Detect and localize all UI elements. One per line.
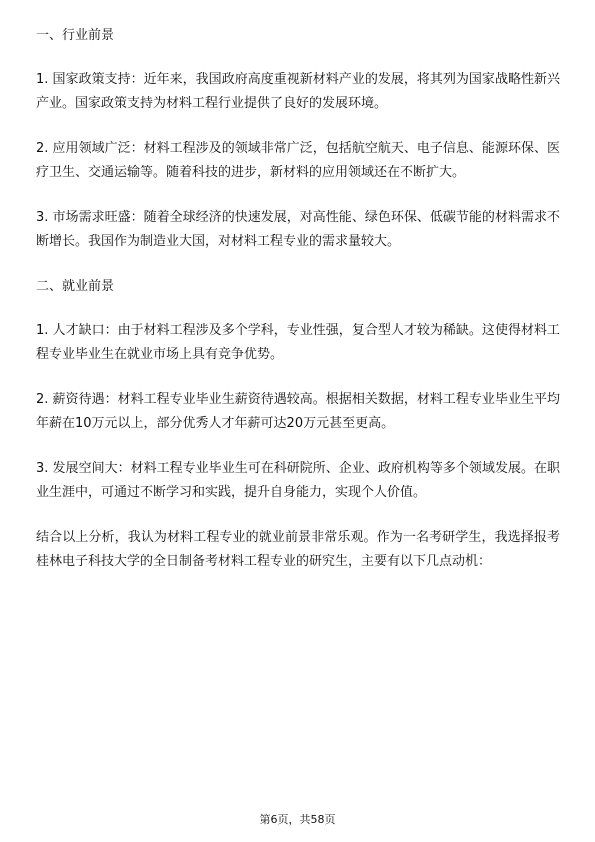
section-heading: 二、就业前景: [36, 279, 115, 294]
paragraph-policy-support: 1. 国家政策支持：近年来，我国政府高度重视新材料产业的发展，将其列为国家战略性新兴产业。国家政策支持为材料工程行业提供了良好的发展环境。: [36, 72, 560, 111]
section-industry-outlook: [36, 24, 560, 254]
paragraph-development-space: 3. 发展空间大：材料工程专业毕业生可在科研院所、企业、政府机构等多个领域发展。在职业生涯中，可通过不断学习和实践，提升自身能力，实现个人价值。: [36, 461, 560, 500]
paragraph-talent-gap: 1. 人才缺口：由于材料工程涉及多个学科，专业性强，复合型人才较为稀缺。这使得材料工程专业毕业生在就业市场上具有竞争优势。: [36, 323, 560, 362]
section-heading: 一、行业前景: [36, 28, 115, 43]
document-body: [36, 24, 560, 595]
paragraph-application-fields: 2. 应用领域广泛：材料工程涉及的领域非常广泛，包括航空航天、电子信息、能源环保、医疗卫生、交通运输等。随着科技的进步，新材料的应用领域还在不断扩大。: [36, 141, 560, 180]
paragraph-market-demand: 3. 市场需求旺盛：随着全球经济的快速发展，对高性能、绿色环保、低碳节能的材料需求不断增长。我国作为制造业大国，对材料工程专业的需求量较大。: [36, 210, 560, 249]
paragraph-salary: 2. 薪资待遇：材料工程专业毕业生薪资待遇较高。根据相关数据，材料工程专业毕业生平均年薪在10万元以上，部分优秀人才年薪可达20万元甚至更高。: [36, 392, 560, 431]
page-number-footer: 第6页，共58页: [259, 813, 336, 826]
section-employment-outlook: [36, 275, 560, 505]
paragraph-conclusion: 结合以上分析，我认为材料工程专业的就业前景非常乐观。作为一名考研学生，我选择报考桂林电子科技大学的全日制备考材料工程专业的研究生，主要有以下几点动机：: [36, 530, 560, 569]
